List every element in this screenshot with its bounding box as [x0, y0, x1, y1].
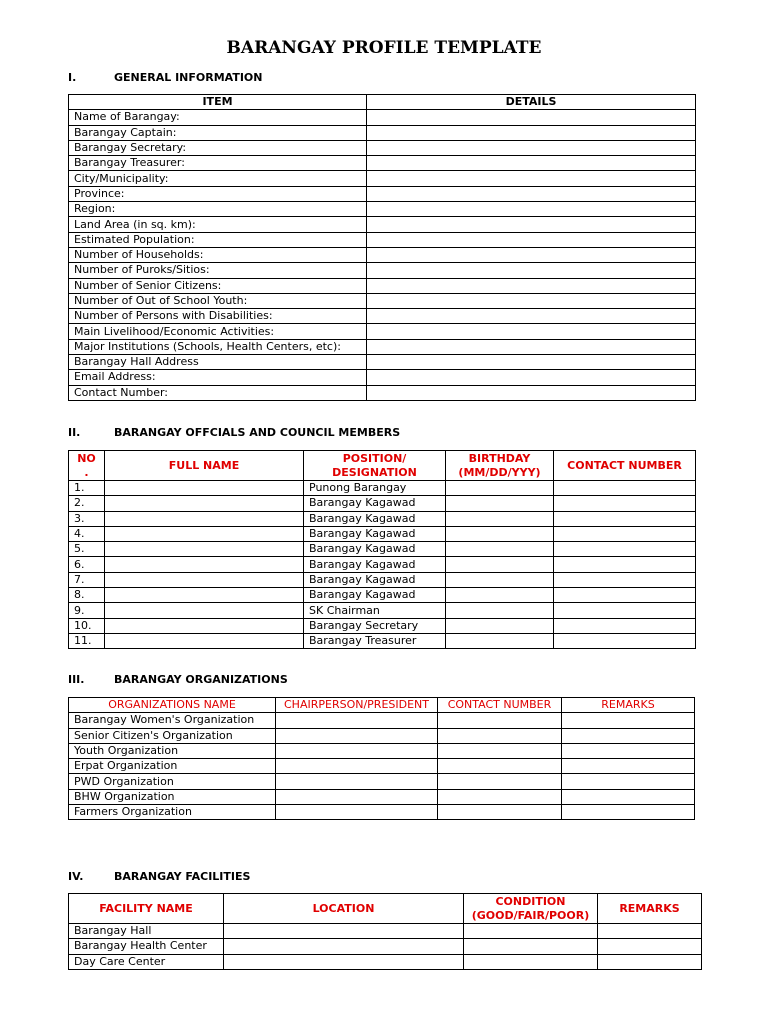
- full-name-cell[interactable]: [105, 618, 304, 633]
- col-header-no-line2: .: [84, 465, 89, 479]
- contact-number-cell[interactable]: [554, 511, 696, 526]
- col-header-facility-name: FACILITY NAME: [69, 894, 224, 924]
- chairperson-cell[interactable]: [276, 774, 438, 789]
- details-cell[interactable]: [367, 263, 696, 278]
- location-cell[interactable]: [224, 939, 464, 954]
- official-number: 5.: [69, 542, 105, 557]
- col-header-condition: [464, 894, 598, 924]
- details-cell[interactable]: [367, 232, 696, 247]
- document-title: BARANGAY PROFILE TEMPLATE: [226, 38, 542, 58]
- details-cell[interactable]: [367, 186, 696, 201]
- position-label: Barangay Secretary: [304, 618, 446, 633]
- details-cell[interactable]: [367, 324, 696, 339]
- col-header-condition-line1: CONDITION: [495, 894, 566, 908]
- official-number: 10.: [69, 618, 105, 633]
- chairperson-cell[interactable]: [276, 743, 438, 758]
- details-cell[interactable]: [367, 355, 696, 370]
- table-row: [69, 603, 696, 618]
- table-row: [69, 713, 695, 728]
- official-number: 2.: [69, 496, 105, 511]
- organization-name: Youth Organization: [69, 743, 276, 758]
- table-row: [69, 140, 696, 155]
- table-row: [69, 572, 696, 587]
- col-header-condition-line2: (GOOD/FAIR/POOR): [471, 908, 590, 922]
- table-row: [69, 110, 696, 125]
- col-header-full-name: FULL NAME: [105, 451, 304, 481]
- contact-number-cell[interactable]: [554, 526, 696, 541]
- section-title: BARANGAY ORGANIZATIONS: [114, 673, 288, 686]
- table-row: [69, 217, 696, 232]
- chairperson-cell[interactable]: [276, 759, 438, 774]
- full-name-cell[interactable]: [105, 496, 304, 511]
- location-cell[interactable]: [224, 924, 464, 939]
- position-label: Barangay Kagawad: [304, 511, 446, 526]
- birthday-cell[interactable]: [446, 557, 554, 572]
- details-cell[interactable]: [367, 370, 696, 385]
- position-label: Barangay Kagawad: [304, 542, 446, 557]
- table-row: [69, 263, 696, 278]
- item-label: Barangay Treasurer:: [69, 156, 367, 171]
- official-number: 8.: [69, 588, 105, 603]
- general-information-table: [68, 94, 696, 401]
- full-name-cell[interactable]: [105, 557, 304, 572]
- col-header-chairperson: CHAIRPERSON/PRESIDENT: [276, 698, 438, 713]
- col-header-birthday: [446, 451, 554, 481]
- remarks-cell[interactable]: [598, 954, 702, 969]
- position-label: Barangay Kagawad: [304, 572, 446, 587]
- position-label: SK Chairman: [304, 603, 446, 618]
- official-number: 11.: [69, 633, 105, 648]
- full-name-cell[interactable]: [105, 481, 304, 496]
- item-label: Name of Barangay:: [69, 110, 367, 125]
- details-cell[interactable]: [367, 309, 696, 324]
- table-row: [69, 496, 696, 511]
- table-row: [69, 743, 695, 758]
- official-number: 6.: [69, 557, 105, 572]
- contact-number-cell[interactable]: [438, 774, 562, 789]
- chairperson-cell[interactable]: [276, 789, 438, 804]
- col-header-remarks: REMARKS: [598, 894, 702, 924]
- birthday-cell[interactable]: [446, 511, 554, 526]
- officials-table: [68, 450, 696, 649]
- table-row: [69, 526, 696, 541]
- remarks-cell[interactable]: [562, 774, 695, 789]
- official-number: 3.: [69, 511, 105, 526]
- col-header-no: [69, 451, 105, 481]
- col-header-details: DETAILS: [367, 95, 696, 110]
- table-row: [69, 633, 696, 648]
- details-cell[interactable]: [367, 140, 696, 155]
- table-row: [69, 805, 695, 820]
- birthday-cell[interactable]: [446, 542, 554, 557]
- item-label: Number of Persons with Disabilities:: [69, 309, 367, 324]
- table-row: [69, 924, 702, 939]
- organization-name: Erpat Organization: [69, 759, 276, 774]
- col-header-position-line1: POSITION/: [342, 451, 407, 465]
- col-header-remarks: REMARKS: [562, 698, 695, 713]
- organization-name: Senior Citizen's Organization: [69, 728, 276, 743]
- contact-number-cell[interactable]: [554, 572, 696, 587]
- official-number: 9.: [69, 603, 105, 618]
- facility-name: Barangay Hall: [69, 924, 224, 939]
- table-row: [69, 186, 696, 201]
- birthday-cell[interactable]: [446, 618, 554, 633]
- full-name-cell[interactable]: [105, 572, 304, 587]
- contact-number-cell[interactable]: [554, 618, 696, 633]
- section-facilities-heading: [68, 870, 250, 883]
- remarks-cell[interactable]: [562, 728, 695, 743]
- facilities-table: [68, 893, 702, 970]
- full-name-cell[interactable]: [105, 542, 304, 557]
- birthday-cell[interactable]: [446, 496, 554, 511]
- item-label: Province:: [69, 186, 367, 201]
- contact-number-cell[interactable]: [554, 557, 696, 572]
- birthday-cell[interactable]: [446, 526, 554, 541]
- position-label: Barangay Treasurer: [304, 633, 446, 648]
- details-cell[interactable]: [367, 385, 696, 400]
- table-row: [69, 511, 696, 526]
- details-cell[interactable]: [367, 339, 696, 354]
- position-label: Punong Barangay: [304, 481, 446, 496]
- organizations-table: [68, 697, 695, 820]
- table-row: [69, 954, 702, 969]
- chairperson-cell[interactable]: [276, 728, 438, 743]
- birthday-cell[interactable]: [446, 588, 554, 603]
- table-row: [69, 202, 696, 217]
- section-number: III.: [68, 673, 85, 686]
- col-header-contact-number: CONTACT NUMBER: [438, 698, 562, 713]
- condition-cell[interactable]: [464, 954, 598, 969]
- table-row: [69, 728, 695, 743]
- contact-number-cell[interactable]: [438, 759, 562, 774]
- col-header-item: ITEM: [69, 95, 367, 110]
- item-label: Barangay Secretary:: [69, 140, 367, 155]
- contact-number-cell[interactable]: [438, 789, 562, 804]
- contact-number-cell[interactable]: [554, 481, 696, 496]
- birthday-cell[interactable]: [446, 633, 554, 648]
- organization-name: PWD Organization: [69, 774, 276, 789]
- table-row: [69, 588, 696, 603]
- col-header-contact-number: CONTACT NUMBER: [554, 451, 696, 481]
- position-label: Barangay Kagawad: [304, 588, 446, 603]
- col-header-birthday-line2: (MM/DD/YYY): [458, 465, 541, 479]
- contact-number-cell[interactable]: [554, 633, 696, 648]
- contact-number-cell[interactable]: [438, 713, 562, 728]
- facility-name: Barangay Health Center: [69, 939, 224, 954]
- remarks-cell[interactable]: [562, 805, 695, 820]
- details-cell[interactable]: [367, 202, 696, 217]
- item-label: Barangay Hall Address: [69, 355, 367, 370]
- full-name-cell[interactable]: [105, 603, 304, 618]
- table-row: [69, 247, 696, 262]
- item-label: Main Livelihood/Economic Activities:: [69, 324, 367, 339]
- position-label: Barangay Kagawad: [304, 526, 446, 541]
- remarks-cell[interactable]: [598, 924, 702, 939]
- col-header-location: LOCATION: [224, 894, 464, 924]
- table-row: [69, 232, 696, 247]
- official-number: 1.: [69, 481, 105, 496]
- table-row: [69, 542, 696, 557]
- remarks-cell[interactable]: [562, 743, 695, 758]
- table-row: [69, 774, 695, 789]
- full-name-cell[interactable]: [105, 588, 304, 603]
- details-cell[interactable]: [367, 125, 696, 140]
- table-row: [69, 618, 696, 633]
- location-cell[interactable]: [224, 954, 464, 969]
- birthday-cell[interactable]: [446, 481, 554, 496]
- details-cell[interactable]: [367, 247, 696, 262]
- section-title: BARANGAY FACILITIES: [114, 870, 251, 883]
- item-label: Estimated Population:: [69, 232, 367, 247]
- table-row: [69, 293, 696, 308]
- remarks-cell[interactable]: [562, 789, 695, 804]
- contact-number-cell[interactable]: [554, 496, 696, 511]
- col-header-position-line2: DESIGNATION: [332, 465, 417, 479]
- item-label: City/Municipality:: [69, 171, 367, 186]
- table-row: [69, 759, 695, 774]
- chairperson-cell[interactable]: [276, 713, 438, 728]
- details-cell[interactable]: [367, 293, 696, 308]
- contact-number-cell[interactable]: [554, 542, 696, 557]
- table-row: [69, 355, 696, 370]
- item-label: Number of Puroks/Sitios:: [69, 263, 367, 278]
- col-header-birthday-line1: BIRTHDAY: [468, 451, 531, 465]
- facility-name: Day Care Center: [69, 954, 224, 969]
- full-name-cell[interactable]: [105, 511, 304, 526]
- contact-number-cell[interactable]: [438, 743, 562, 758]
- official-number: 4.: [69, 526, 105, 541]
- section-organizations-heading: [68, 673, 288, 686]
- table-row: [69, 939, 702, 954]
- table-row: [69, 156, 696, 171]
- item-label: Major Institutions (Schools, Health Centers, etc):: [69, 339, 367, 354]
- contact-number-cell[interactable]: [554, 603, 696, 618]
- remarks-cell[interactable]: [562, 713, 695, 728]
- col-header-no-line1: NO: [77, 451, 96, 465]
- section-number: I.: [68, 71, 77, 84]
- table-row: [69, 370, 696, 385]
- remarks-cell[interactable]: [562, 759, 695, 774]
- item-label: Email Address:: [69, 370, 367, 385]
- table-row: [69, 171, 696, 186]
- item-label: Number of Out of School Youth:: [69, 293, 367, 308]
- section-general-heading: [68, 71, 262, 84]
- item-label: Barangay Captain:: [69, 125, 367, 140]
- table-row: [69, 339, 696, 354]
- details-cell[interactable]: [367, 278, 696, 293]
- table-row: [69, 557, 696, 572]
- birthday-cell[interactable]: [446, 603, 554, 618]
- contact-number-cell[interactable]: [554, 588, 696, 603]
- section-officials-heading: [68, 426, 400, 439]
- table-row: [69, 309, 696, 324]
- item-label: Number of Households:: [69, 247, 367, 262]
- full-name-cell[interactable]: [105, 526, 304, 541]
- organization-name: BHW Organization: [69, 789, 276, 804]
- table-row: [69, 481, 696, 496]
- details-cell[interactable]: [367, 110, 696, 125]
- details-cell[interactable]: [367, 156, 696, 171]
- condition-cell[interactable]: [464, 924, 598, 939]
- table-row: [69, 324, 696, 339]
- birthday-cell[interactable]: [446, 572, 554, 587]
- chairperson-cell[interactable]: [276, 805, 438, 820]
- item-label: Region:: [69, 202, 367, 217]
- details-cell[interactable]: [367, 171, 696, 186]
- organization-name: Barangay Women's Organization: [69, 713, 276, 728]
- item-label: Number of Senior Citizens:: [69, 278, 367, 293]
- contact-number-cell[interactable]: [438, 728, 562, 743]
- col-header-org-name: ORGANIZATIONS NAME: [69, 698, 276, 713]
- contact-number-cell[interactable]: [438, 805, 562, 820]
- condition-cell[interactable]: [464, 939, 598, 954]
- table-row: [69, 789, 695, 804]
- table-row: [69, 125, 696, 140]
- table-row: [69, 385, 696, 400]
- section-title: GENERAL INFORMATION: [114, 71, 263, 84]
- table-row: [69, 278, 696, 293]
- remarks-cell[interactable]: [598, 939, 702, 954]
- item-label: Land Area (in sq. km):: [69, 217, 367, 232]
- section-number: II.: [68, 426, 81, 439]
- section-title: BARANGAY OFFCIALS AND COUNCIL MEMBERS: [114, 426, 401, 439]
- item-label: Contact Number:: [69, 385, 367, 400]
- official-number: 7.: [69, 572, 105, 587]
- details-cell[interactable]: [367, 217, 696, 232]
- section-number: IV.: [68, 870, 84, 883]
- full-name-cell[interactable]: [105, 633, 304, 648]
- col-header-position: [304, 451, 446, 481]
- organization-name: Farmers Organization: [69, 805, 276, 820]
- position-label: Barangay Kagawad: [304, 557, 446, 572]
- position-label: Barangay Kagawad: [304, 496, 446, 511]
